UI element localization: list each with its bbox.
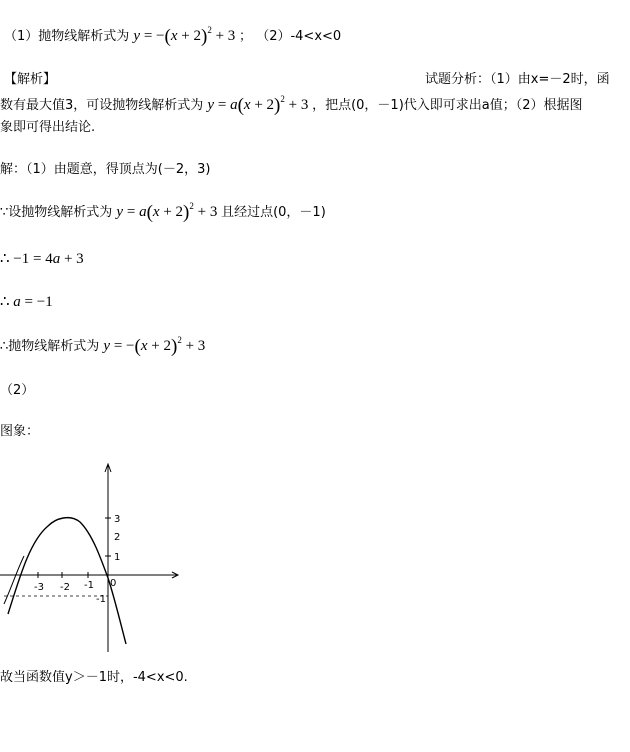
answer-separator: ；	[239, 29, 253, 44]
solution-line2-suffix: 且经过点(0，－1)	[221, 205, 326, 220]
answer-part1-formula: $y = -(x + 2)^2 + 3$	[133, 25, 240, 47]
solution-line2-formula: $y = a(x + 2)^2 + 3$	[116, 201, 222, 223]
solution-line5-formula: $y = -(x + 2)^2 + 3$	[103, 335, 206, 357]
answer-part2: （2）-4<x<0	[256, 29, 342, 44]
x-tick-label-neg3: -3	[34, 582, 44, 593]
solution-line-1: 解：（1）由题意，得顶点为(－2，3)	[0, 162, 211, 177]
y-tick-label-1: 1	[114, 552, 121, 563]
answer-part1-prefix: （1）抛物线解析式为	[4, 29, 130, 44]
analysis-line-3: 象即可得出结论.	[0, 120, 96, 135]
analysis-heading: 【解析】	[4, 72, 57, 87]
y-tick-label-3: 3	[114, 514, 121, 525]
solution-line-5	[0, 337, 205, 356]
solution-line2-prefix: ∵设抛物线解析式为	[0, 205, 113, 220]
solution-line-3: ∴ −1 = 4a + 3	[0, 251, 84, 267]
analysis-line2-suffix: ，把点(0，－1)代入即可求出a值；（2）根据图	[312, 98, 583, 113]
analysis-line-2	[0, 96, 583, 115]
analysis-line2-formula: $y = a(x + 2)^2 + 3$	[207, 94, 313, 116]
solution-line5-prefix: ∴抛物线解析式为	[0, 339, 100, 354]
analysis-text-right: 试题分析：（1）由x=－2时，函	[425, 72, 610, 87]
part2-label: （2）	[0, 383, 35, 398]
solution-line-2	[0, 203, 326, 222]
x-tick-label-neg1: -1	[84, 580, 94, 591]
conclusion-line: 故当函数值y＞－1时，-4<x<0.	[0, 670, 188, 685]
parabola-graph	[0, 456, 190, 656]
solution-line-4: ∴ a = −1	[0, 294, 53, 310]
graph-label: 图象：	[0, 424, 40, 439]
analysis-line2-prefix: 数有最大值3，可设抛物线解析式为	[0, 98, 204, 113]
answer-line	[4, 27, 341, 46]
x-tick-label-zero: 0	[110, 578, 117, 589]
x-tick-label-neg2: -2	[60, 582, 70, 593]
y-tick-label-neg1: -1	[96, 594, 106, 605]
y-tick-label-2: 2	[114, 532, 121, 543]
